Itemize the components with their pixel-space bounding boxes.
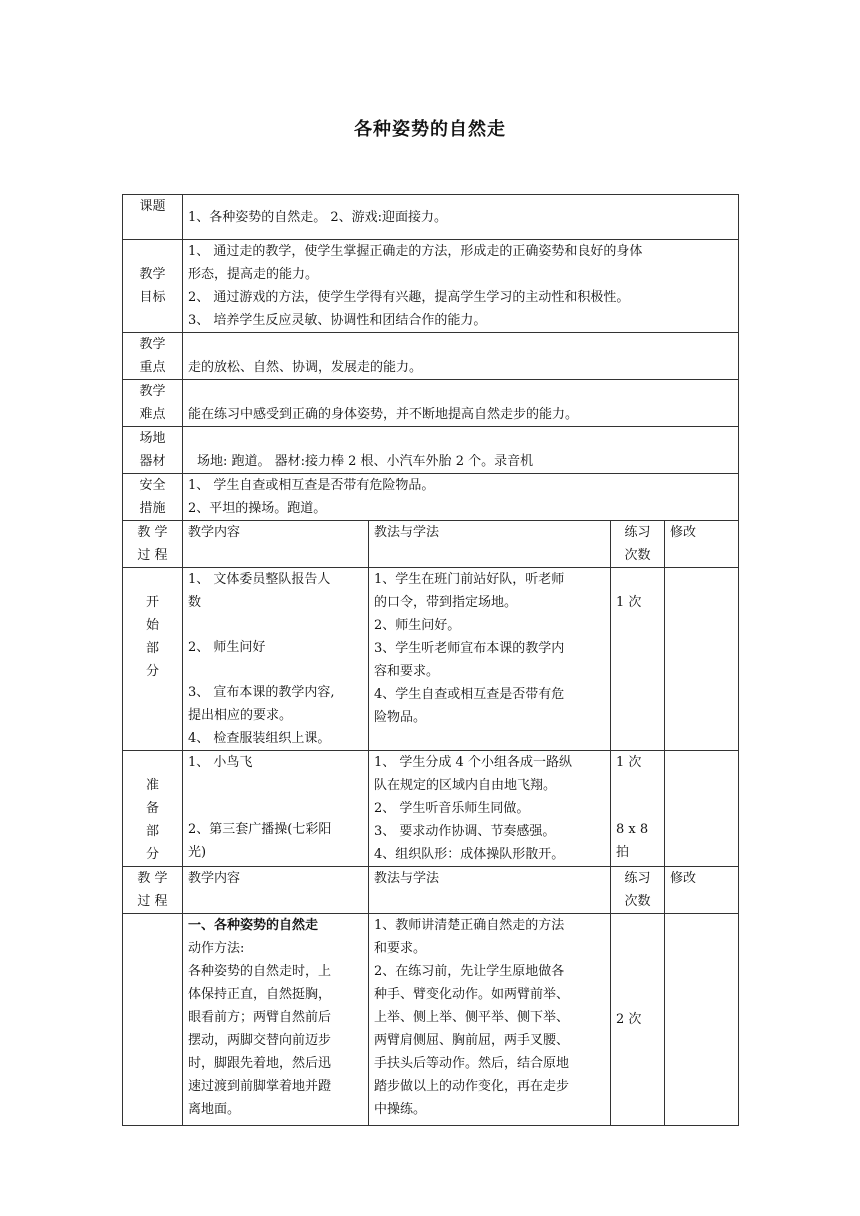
warmup-revise bbox=[665, 751, 739, 867]
objectives-label: 教学 目标 bbox=[123, 240, 183, 333]
main-method: 1、教师讲清楚正确自然走的方法 和要求。 2、在练习前，先让学生原地做各 种手、臂变化动作。如两臂前举、 上举、侧上举、侧平举、侧下举、 两臂肩侧屈、胸前屈，两手叉腰、 手扶头后等动作。然后，结合原地 踏步做以上的动作变化，再在走步 中操练。 bbox=[369, 914, 611, 1126]
difficulties-label: 教学 难点 bbox=[123, 380, 183, 427]
revise-header: 修改 bbox=[665, 521, 739, 568]
revise-header-2: 修改 bbox=[665, 867, 739, 914]
count-header-2: 练习 次数 bbox=[611, 867, 665, 914]
row-opening-part bbox=[123, 568, 739, 751]
row-difficulties bbox=[123, 380, 739, 427]
opening-method: 1、学生在班门前站好队，听老师 的口令，带到指定场地。 2、师生问好。 3、学生听老师宣布本课的教学内 容和要求。 4、学生自查或相互查是否带有危 险物品。 bbox=[369, 568, 611, 751]
row-topic bbox=[123, 195, 739, 240]
process-header-label: 教 学 过 程 bbox=[123, 521, 183, 568]
warmup-count: 1 次 8 x 8 拍 bbox=[611, 751, 665, 867]
method-header: 教法与学法 bbox=[369, 521, 611, 568]
safety-content bbox=[183, 474, 739, 521]
row-main-part bbox=[123, 914, 739, 1126]
content-header: 教学内容 bbox=[183, 521, 369, 568]
row-warmup-part bbox=[123, 751, 739, 867]
objective-item: 1、 通过走的教学，使学生掌握正确走的方法，形成走的正确姿势和良好的身体 bbox=[188, 244, 643, 259]
venue-label: 场地 器材 bbox=[123, 427, 183, 474]
row-process-header bbox=[123, 521, 739, 568]
opening-revise bbox=[665, 568, 739, 751]
method-header-2: 教法与学法 bbox=[369, 867, 611, 914]
process-header-label-2: 教 学 过 程 bbox=[123, 867, 183, 914]
main-content-title: 一、各种姿势的自然走 bbox=[188, 918, 319, 933]
safety-label: 安全 措施 bbox=[123, 474, 183, 521]
objective-item: 3、 培养学生反应灵敏、协调性和团结合作的能力。 bbox=[188, 313, 487, 328]
objective-item: 形态，提高走的能力。 bbox=[188, 267, 319, 282]
topic-label: 课题 bbox=[123, 195, 183, 240]
opening-part-label: 开 始 部 分 bbox=[123, 568, 183, 751]
objectives-content bbox=[183, 240, 739, 333]
difficulties-content: 能在练习中感受到正确的身体姿势，并不断地提高自然走步的能力。 bbox=[183, 380, 739, 427]
main-revise bbox=[665, 914, 739, 1126]
key-points-label: 教学 重点 bbox=[123, 333, 183, 380]
objective-item: 2、 通过游戏的方法，使学生学得有兴趣，提高学生学习的主动性和积极性。 bbox=[188, 290, 630, 305]
page-title: 各种姿势的自然走 bbox=[354, 119, 506, 140]
key-points-content: 走的放松、自然、协调，发展走的能力。 bbox=[183, 333, 739, 380]
safety-item: 2、平坦的操场。跑道。 bbox=[188, 501, 327, 516]
row-safety bbox=[123, 474, 739, 521]
main-part-label bbox=[123, 914, 183, 1126]
row-venue bbox=[123, 427, 739, 474]
content-header-2: 教学内容 bbox=[183, 867, 369, 914]
venue-content: 场地: 跑道。 器材:接力棒 2 根、小汽车外胎 2 个。录音机 bbox=[183, 427, 739, 474]
topic-content: 1、各种姿势的自然走。 2、游戏:迎面接力。 bbox=[183, 195, 739, 240]
row-process-header-2 bbox=[123, 867, 739, 914]
lesson-plan-table bbox=[122, 194, 739, 1126]
main-count: 2 次 bbox=[611, 914, 665, 1126]
count-header: 练习 次数 bbox=[611, 521, 665, 568]
row-key-points bbox=[123, 333, 739, 380]
warmup-part-label: 准 备 部 分 bbox=[123, 751, 183, 867]
opening-count: 1 次 bbox=[611, 568, 665, 751]
warmup-content: 1、 小鸟飞 2、第三套广播操(七彩阳 光) bbox=[183, 751, 369, 867]
warmup-method: 1、 学生分成 4 个小组各成一路纵 队在规定的区域内自由地飞翔。 2、 学生听音乐师生同做。 3、 要求动作协调、节奏感强。 4、组织队形：成体操队形散开。 bbox=[369, 751, 611, 867]
main-content: 一、各种姿势的自然走 动作方法: 各种姿势的自然走时，上 体保持正直，自然挺胸， 眼看前方；两臂自然前后 摆动，两脚交替向前迈步 时，脚跟先着地，然后迅 速过渡到前脚掌着地并蹬 离地面。 bbox=[183, 914, 369, 1126]
safety-item: 1、 学生自查或相互查是否带有危险物品。 bbox=[188, 478, 435, 493]
row-objectives bbox=[123, 240, 739, 333]
opening-content: 1、 文体委员整队报告人 数 2、 师生问好 3、 宣布本课的教学内容, 提出相应的要求。 4、 检查服装组织上课。 bbox=[183, 568, 369, 751]
